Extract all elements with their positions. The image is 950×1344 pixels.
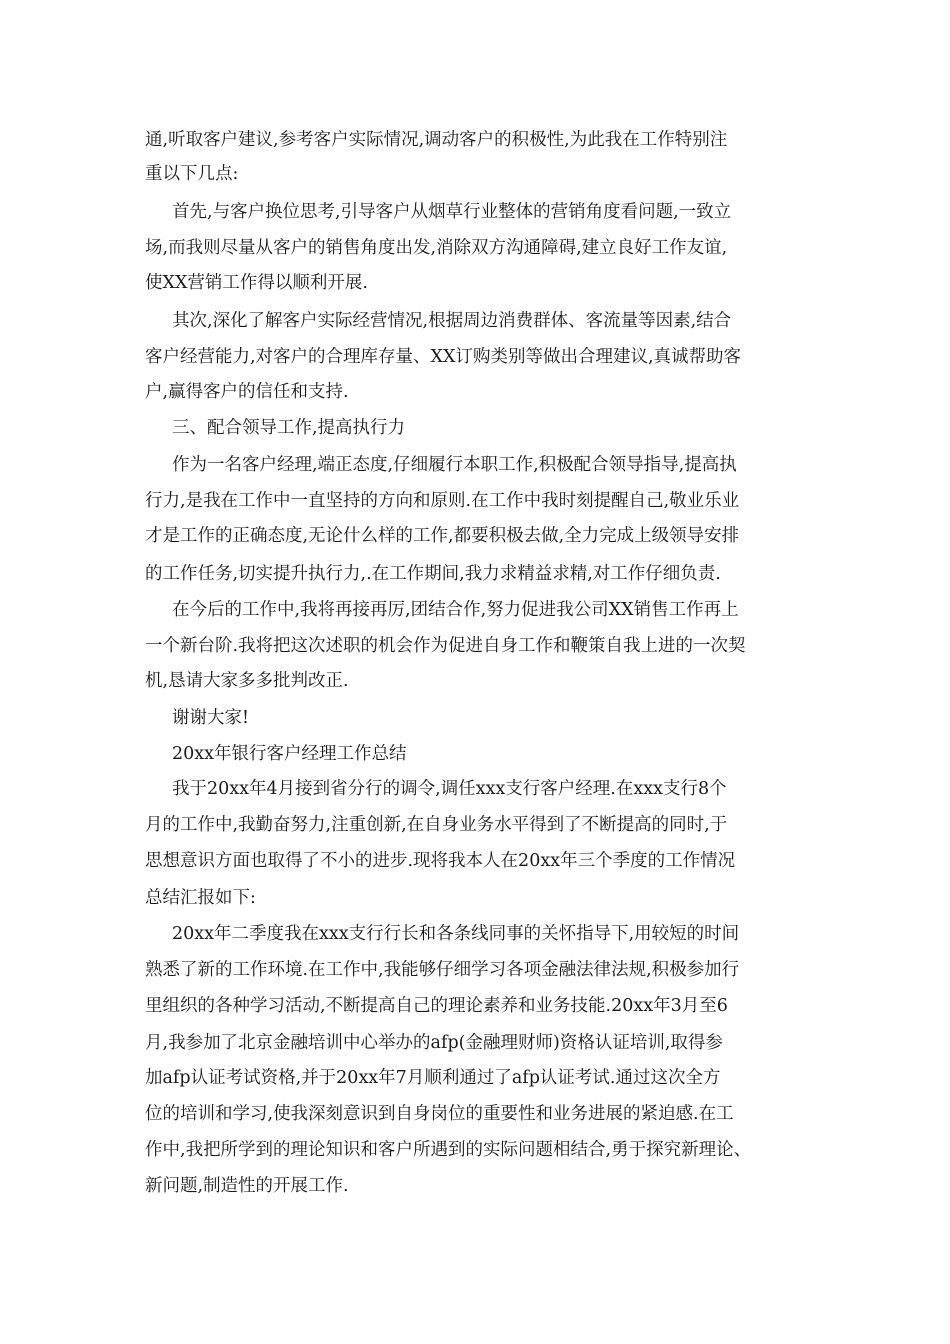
text-line: 首先,与客户换位思考,引导客户从烟草行业整体的营销角度看问题,一致立 — [172, 202, 732, 222]
text-line: 行力,是我在工作中一直坚持的方向和原则.在工作中我时刻提醒自己,敬业乐业 — [145, 491, 740, 511]
text-line: 才是工作的正确态度,无论什么样的工作,都要积极去做,全力完成上级领导安排 — [145, 526, 740, 546]
text-line: 里组织的各种学习活动,不断提高自己的理论素养和业务技能.20xx年3月至6 — [145, 996, 728, 1016]
text-line: 熟悉了新的工作环境.在工作中,我能够仔细学习各项金融法律法规,积极参加行 — [145, 960, 740, 980]
section-heading: 三、配合领导工作,提高执行力 — [172, 418, 406, 438]
text-line: 20xx年二季度我在xxx支行行长和各条线同事的关怀指导下,用较短的时间 — [172, 924, 740, 944]
text-line: 使XX营销工作得以顺利开展. — [145, 273, 368, 293]
text-line: 作中,我把所学到的理论知识和客户所遇到的实际问题相结合,勇于探究新理论、 — [145, 1140, 752, 1160]
text-line: 新问题,制造性的开展工作. — [145, 1176, 349, 1196]
text-line: 客户经营能力,对客户的合理库存量、XX订购类别等做出合理建议,真诚帮助客 — [145, 347, 742, 367]
text-line: 月,我参加了北京金融培训中心举办的afp(金融理财师)资格认证培训,取得参 — [145, 1033, 723, 1053]
text-line: 重以下几点: — [145, 164, 239, 184]
text-line: 月的工作中,我勤奋努力,注重创新,在自身业务水平得到了不断提高的同时,于 — [145, 815, 728, 835]
text-line: 位的培训和学习,使我深刻意识到自身岗位的重要性和业务进展的紧迫感.在工 — [145, 1104, 734, 1124]
text-line: 一个新台阶.我将把这次述职的机会作为促进自身工作和鞭策自我上进的一次契 — [145, 636, 746, 656]
section-heading: 20xx年银行客户经理工作总结 — [172, 744, 407, 764]
text-line: 思想意识方面也取得了不小的进步.现将我本人在20xx年三个季度的工作情况 — [145, 851, 736, 871]
text-line: 通,听取客户建议,参考客户实际情况,调动客户的积极性,为此我在工作特别注 — [145, 130, 728, 150]
text-line: 谢谢大家! — [172, 708, 250, 728]
text-line: 机,恳请大家多多批判改正. — [145, 671, 349, 691]
text-line: 户,赢得客户的信任和支持. — [145, 382, 349, 402]
text-line: 其次,深化了解客户实际经营情况,根据周边消费群体、客流量等因素,结合 — [172, 311, 732, 331]
text-line: 我于20xx年4月接到省分行的调令,调任xxx支行客户经理.在xxx支行8个 — [172, 779, 727, 799]
text-line: 总结汇报如下: — [145, 888, 256, 908]
text-line: 作为一名客户经理,端正态度,仔细履行本职工作,积极配合领导指导,提高执 — [172, 455, 737, 475]
text-line: 加afp认证考试资格,并于20xx年7月顺利通过了afp认证考试.通过这次全方 — [145, 1068, 721, 1088]
text-line: 在今后的工作中,我将再接再厉,团结合作,努力促进我公司XX销售工作再上 — [172, 600, 739, 620]
text-line: 的工作任务,切实提升执行力,.在工作期间,我力求精益求精,对工作仔细负责. — [145, 564, 721, 584]
text-line: 场,而我则尽量从客户的销售角度出发,消除双方沟通障碍,建立良好工作友谊, — [145, 238, 728, 258]
